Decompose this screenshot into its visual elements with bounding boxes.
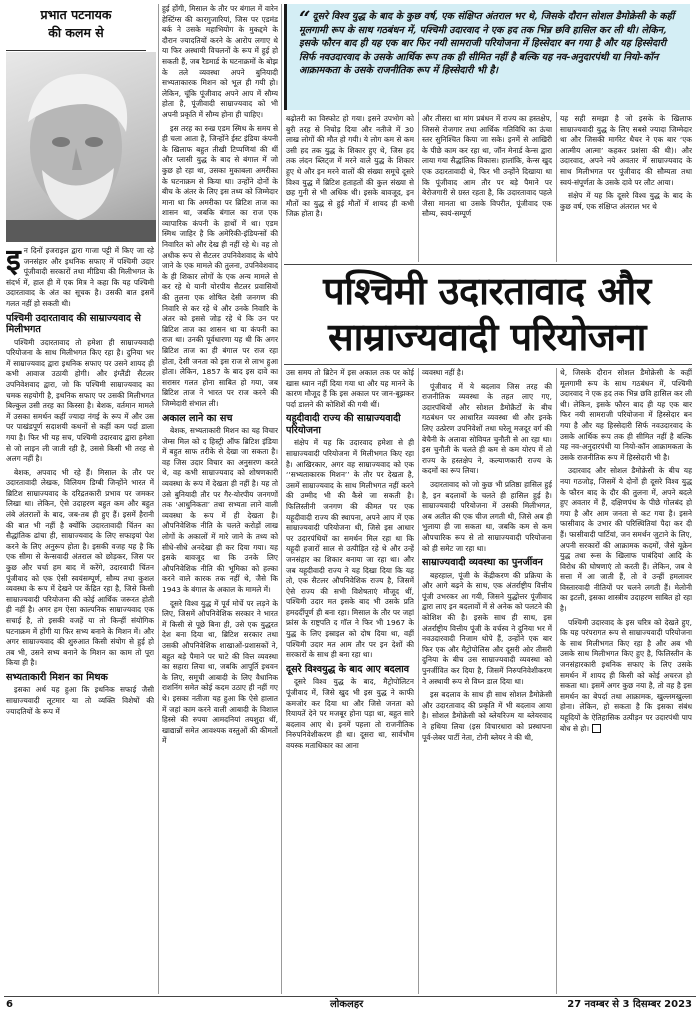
paragraph: इस तरह का रुख एडम स्मिथ के समय से ही चला आता है, जिन्होंने ईस्ट इंडिया कंपनी के खिलाफ बहुत तीखी टिप्पणियां की थीं और प्लासी युद्ध के बाद से बंगाल में जो कुछ हो रहा था, उसका मुकाबला अमरीका के घटनाक्रम से किया था। उन्होंने दोनों के बीच के अंतर के लिए इस तथ्य को जिम्मेदार माना था कि अमरीका पर ब्रिटिश ताज का शासन था, जबकि बंगाल का राज एक व्यापारिक कंपनी के हाथों में था। एडम स्मिथ जाहिर है कि अमेरिकी-इंडियन्सों की निवारित को और देख ही नहीं रहे थे। वह तो अधीक रूप से सैटलर उपनिवेशवाद के थोपे जाने के एक मामले की तुलना, उपनिवेशवाद के ही शिकार लोगों के एक अन्य मामले से कर रहे थे यानी योरपीय सैटलर प्रवासियों की तुलना एक शोषित देसी जनगण की निवारि से कर रहे थे और उनके निवारि के अंतर को इससे जोड़ रहे थे कि उन पर ब्रिटिश ताज का शासन था या कंपनी का राज था। उनकी पूर्वधारणा यह थी कि अगर ब्रिटिश ताज का ही बंगाल पर राज रहा होता, देसी जनता को इस राज से लाभ हुआ होता। लेकिन, 1857 के बाद इस दावे का सरासर गलत होना साबित हो गया, जब ब्रिटिश ताज ने भारत पर राज करने की जिम्मेदारी संभाल ली। <box>162 123 278 408</box>
closing-paragraph-text: पश्चिमी उदारवाद के इस चरित्र को देखते हुए, कि यह परंपरागत रूप से साम्राज्यवादी परियोजना के साथ मिलीभगत किए रहा है और अब भी उसके साथ मिलीभगत किए हुए है, फिलिस्तीन के जनसंहारकारी इथनिक सफाए के लिए उसके समर्थन में शायद ही किसी को कोई अचरज हो सकता था। इसमें अगर कुछ नया है, तो वह है इस समर्थन का बेपर्दा तथा आक्रामक, खुल्लमखुल्ला होना। लेकिन, हो सकता है कि इसका संबंध यहूदियों के ऐतिहासिक उत्पीड़न पर उदारपंथी पाप बोध से हो। <box>560 617 692 733</box>
headline-bottom-rule <box>284 364 692 365</box>
paragraph: संक्षेप में यह कि दूसरे विश्व युद्ध के बाद के कुछ वर्ष, एक संक्षिप्त अंतराल भर थे <box>560 191 692 211</box>
column-5-top <box>560 114 692 262</box>
paragraph: संक्षेप में यह कि उदारवाद हमेशा से ही साम्राज्यवादी परियोजना में मिलीभगत किए रहा है। आखिरकार, अगर वह साम्राज्यवाद को एक ‘‘सभ्यताकारक मिशन’’ के तौर पर देखता है, उसमें साम्राज्यवाद के साथ मिलीभगत नहीं करने की उम्मीद भी की कैसे जा सकती है। फिलिस्तीनी जनगण की कीमत पर एक यहूदीवादी राज्य की स्थापना, अपने आप में एक साम्राज्यवादी परियोजना थी, जिसे इस आधार पर उदारपंथियों का समर्थन मिल रहा था कि यहूदी हजारों साल से उत्पीड़ित रहे थे और उन्हें जनसंहार का शिकार बनाया जा रहा था। और जब यहूदीवादी राज्य ने यह दिखा दिया कि यह तो, एक सैटलर औपनिवेशिक राज्य है, जिसमें ऐसे राज्य की सभी विशेषताएं मौजूद थीं, पश्चिमी उदार मत इसके बाद भी उसके प्रति हमदर्दीपूर्ण ही बना रहा। मिसाल के तौर पर जहां फ्रांस के राष्ट्रपति द गॉल ने फिर भी 1967 के युद्ध के लिए इस्राइल को दोष दिया था, वहीं पश्चिमी उदार मत आम तौर पर इन देशों की सरकारों के साथ ही बना रहा था। <box>286 438 414 660</box>
intro-paragraph <box>6 246 154 310</box>
paragraph <box>560 618 692 735</box>
issue-date: 27 नवम्बर से 3 दिसम्बर 2023 <box>567 999 692 1010</box>
pull-quote <box>284 4 690 110</box>
byline <box>6 2 146 51</box>
subheading-4: यहूदीवादी राज्य की साम्राज्यवादी परियोजना <box>286 413 401 436</box>
column-divider <box>556 112 557 262</box>
subheading-6: साम्राज्यवादी व्यवस्था का पुनर्जीवन <box>422 557 543 569</box>
subheading-1: पश्चिमी उदारतावाद की साम्राज्यवाद से मिलीभगत <box>6 312 141 336</box>
headline-line-2: साम्राज्यवादी परियोजना <box>327 315 647 359</box>
paragraph: उदारवाद और सोशल डैमोक्रेसी के बीच यह नया गठजोड़, जिसमें ये दोनों ही दूसरे विश्व युद्ध के फौरन बाद के दौर की तुलना में, अपने बदले हुए अवतार में हैं, दक्षिणपंथ के पीछे गोलबंद हो गया है और आम जनता से कट गया है। इसने फासीवाद के उभार की परिस्थितियां पैदा कर दी हैं। फासीवादी पार्टियां, जन समर्थन जुटाने के लिए, अपनी सरकारों की आक्रामक कदमों, जैसे यूक्रेन युद्ध तथा रूस के खिलाफ पाबंदियां आदि के विरोध की घोषणाएं तो करती हैं। लेकिन, जब वे सत्ता में आ जाती हैं, तो वे उन्हीं हमलावर विस्तारवादी नीतियों पर चलने लगती हैं। मेलोनी का इटली, इसका शास्त्रीय उदाहरण साबित हो रहा है। <box>560 466 692 614</box>
portrait-illustration <box>6 52 156 242</box>
column-1 <box>6 246 154 994</box>
column-4-bottom <box>422 368 552 994</box>
column-4-top <box>422 114 552 262</box>
drop-cap: इ <box>6 246 21 278</box>
paragraph: थे, जिसके दौरान सोशल डैमोक्रेसी के कहीं मूलगामी रूप के साथ गठबंधन में, पश्चिमी उदारवाद ने एक हद तक भिन्न छवि हासिल कर ली थी। लेकिन, इसके फौरन बाद ही यह एक बार फिर नयी सामराजी परियोजना में हिस्सेदार बन गया है और यह हिस्सेदारी सिर्फ नवउदारवाद के उसके आर्थिक रूप तक ही सीमित नहीं है बल्कि यह नव-अनुदारपंथी या नियो-कॉन आक्रामकता के उसके राजनीतिक रूप में हिस्सेदारी भी है। <box>560 368 692 462</box>
paragraph: पूंजीवाद में ये बदलाव जिस तरह की राजनीतिक व्यवस्था के तहत लाए गए, उदारपंथियों और सोशल डैमोक्रैटों के बीच गठबंधन पर आधारित व्यवस्था थी और इनके लिए उत्प्रेरण उपनिवेशों तथा घरेलू मजदूर वर्ग की बेचैनी के अलावा सोवियत चुनौती से आ रहा था। इस चुनौती के चलते ही कम से कम योरप में तो राज्य के हस्तक्षेप ने, कल्याणकारी राज्य के कदमों का रूप लिया। <box>422 381 552 476</box>
page-footer <box>0 998 700 1013</box>
paragraph: दूसरे विश्व युद्ध में पूर्व मोर्चे पर लड़ने के लिए, जिसमें औपनिवेशिक सरकार ने भारत में किसी से पूछे बिना ही, उसे एक युद्धरत देश बना दिया था, ब्रिटिश सरकार तथा उसकी औपनिवेशिक शाखाओं-प्रशासकों ने, बहुत बड़े पैमाने पर घाटे की वित्त व्यवस्था का सहारा लिया था, जबकि आपूर्ति इथवन के लिए, समूची आबादी के लिए वैधानिक राशनिंग समेत कोई कदम उठाए ही नहीं गए थे। इसका नतीजा यह हुआ कि ऐसे हालात में जहां काम करने वाली आबादी के विशाल हिस्से की रुपया आमदनियां तयशुदा थीं, खाद्यान्नों समेत आवश्यक वस्तुओं की कीमतों में <box>162 598 278 746</box>
paragraph: बेशक, सभ्यताकारी मिशन का यह विचार जेम्स मिल को द हिस्ट्री ऑफ ब्रिटिश इंडिया में बहुत साफ तरीके से देखा जा सकता है। वह जिस उदार विचार का अनुसरण करते थे, वह कभी साम्राज्यवाद को शोषणकारी व्यवस्था के रूप में देखता ही नहीं है। यह तो उसे बुनियादी तौर पर गैर-योरपीय जनगणों तक ‘आधुनिकता’ तथा सभ्यता लाने वाली व्यवस्था के रूप में ही देखता है। औपनिवेशिक नीति के चलते करोड़ों लाख लोगों के अकालों में मारे जाने के तथ्य को सीधे-सीधे अनदेखा ही कर दिया गया। यह इसके बावजूद था कि उनके लिए औपनिवेशिक नीति की भूमिका को हल्का करने वाले कारक तक नहीं थे, जैसे कि 1943 के बंगाल के अकाल के मामले में। <box>162 426 278 594</box>
subheading-5: दूसरे विश्वयुद्ध के बाद आए बदलाव <box>286 663 410 675</box>
paragraph: और तीसरा था मांग प्रबंधन में राज्य का हस्तक्षेप, जिससे रोजगार तथा आर्थिक गतिविधि का ऊंचा स्तर सुनिश्चित किया जा सके। इनमें से आखिरी के पीछे काम कर रहा था, जॉन मेनार्ड केन्स द्वारा लाया गया सैद्धांतिक विकास। हालांकि, केन्स खुद एक उदारतावादी थे, फिर भी उन्होंने दिखाया था कि पूंजीवाद आम तौर पर बड़े पैमाने पर बेरोजगारी से ग्रस्त रहता है, कि उदारतावाद पहले जैसा मानता था उसके विपरीत, पूंजीवाद एक सौम्य, स्वयं-सम्पूर्ण <box>422 114 552 219</box>
column-divider <box>158 4 159 994</box>
pull-quote-text: दूसरे विश्व युद्ध के बाद के कुछ वर्ष, एक संक्षिप्त अंतराल भर थे, जिसके दौरान सोशल डैमोक्रेसी के कहीं मूलगामी रूप के साथ गठबंधन में, पश्चिमी उदारवाद ने एक हद तक भिन्न छवि हासिल कर ली थी। लेकिन, इसके फौरन बाद ही यह एक बार फिर नयी सामराजी परियोजना में हिस्सेदार बन गया है और यह हिस्सेदारी सिर्फ नवउदारवाद के उसके आर्थिक रूप तक ही सीमित नहीं है बल्कि यह नव-अनुदारपंथी या नियो-कॉन आक्रामकता के उसके राजनीतिक रूप में हिस्सेदारी भी है। <box>299 11 675 76</box>
paragraph: बढ़ोतरी का विस्फोट हो गया। इसने उपभोग को बुरी तरह से निचोड़ दिया और नतीजे में 30 लाख लोगों की मौत हो गयी। ये लोग कम से कम उसी हद तक युद्ध के शिकार हुए थे, जिस हद तक लंदन ब्लिट्ज में मरने वाले युद्ध के शिकार हुए थे और इन मरने वालों की संख्या समूचे दूसरे विश्व युद्ध में ब्रिटिश हताहतों की कुल संख्या से छह गुनी से भी अधिक थी। इसके बावजूद, इन मौतों का युद्ध से हुई मौतों में शायद ही कभी जिक्र होता है। <box>286 114 414 219</box>
paragraph: उदारतावाद को जो कुछ भी प्रतिष्ठा हासिल हुई है, इन बदलावों के चलते ही हासिल हुई है। साम्राज्यवादी परियोजना में उसकी मिलीभगत, अब अतीत की एक चीज लगती थी, जिसे अब ही भुलाया ही जा सकता था, जबकि कम से कम औपचारिक रूप से तो साम्राज्यवादी परियोजना को ही समेट जा रहा था। <box>422 479 552 553</box>
publication-name: लोकलहर <box>330 999 364 1010</box>
column-3-bottom <box>286 368 414 994</box>
column-2 <box>162 4 278 994</box>
intro-text: न दिनों इजराइल द्वारा गाजा पट्टी में किए जा रहे जनसंहार और इथनिक सफाए में पश्चिमी उदार पूंजीवादी सरकारों तथा मीडिया की मिलीभगत के संदर्भ में, हाल ही में एक मित्र ने कहा कि यह पश्चिमी उदारतावाद के अंत का सूचक है। उसकी बात इसमें गलत नहीं हो सकती थी। <box>6 246 154 308</box>
subheading-2: सभ्यताकारी मिशन का मिथक <box>6 671 108 683</box>
column-3-top <box>286 114 414 262</box>
byline-suffix: की कलम से <box>48 25 104 40</box>
column-divider <box>418 368 419 994</box>
paragraph: यह सही समझा है जो इसके के खिलाफ साम्राज्यवादी युद्ध के लिए सबसे ज्यादा जिम्मेदार था और जिसकी मार्गरेट थैचर ने एक बार ‘एक आत्मीय आत्मा’ कहकर प्रशंसा की थी)। और उदारवाद, अपने नये अवतार में साम्राज्यवाद के साथ मिलीभगत पर पूंजीवाद की सौम्यता तथा स्वयं-संपूर्णता के उसके दावे पर लौट आया। <box>560 114 692 187</box>
subheading-3: अकाल लाने का सच <box>162 412 233 424</box>
footer-rule <box>4 996 696 997</box>
paragraph: पश्चिमी उदारतावाद तो हमेशा ही साम्राज्यवादी परियोजना के साथ मिलीभगत किए रहा है। दुनिया भर में साम्राज्यवाद द्वारा इथनिक सफाए पर उसने शायद ही कभी आवाज उठायी होगी। और इंग्लैंडी सैटलर उपनिवेशवाद द्वारा, जो कि पश्चिमी साम्राज्यवाद का चमक सहयोगी है, इथनिक सफाए पर उसकी मिलीभगत बिल्कुल उसी तरह का किस्सा है। बेशक, वर्तमान मामले में उसका समर्थन कहीं ज्यादा नंगई के रूप में और उस पर पाखंडपूर्ण सदाशयी कथनों से कहीं कम पर्दा डाला गया है। फिर भी यह सच, पश्चिमी उदारवाद द्वारा हमेशा से जो लाइन ली जाती रही है, उससे किसी भी तरह से अलग नहीं है। <box>6 337 154 464</box>
column-5-bottom <box>560 368 692 994</box>
paragraph: इसका अर्थ यह हुआ कि इथनिक सफाई जैसी साम्राज्यवादी लूटमार या तो व्यक्ति विशेषों की ज्यादतियों के रूप में <box>6 685 154 716</box>
page-number: 6 <box>6 999 13 1010</box>
paragraph: बेशक, अपवाद भी रहे हैं। मिसाल के तौर पर उदारतावादी लेखक, विलियम डिग्बी जिन्होंने भारत में ब्रिटिश साम्राज्यवाद के दरिद्रतकारी प्रभाव पर जमकर लिखा था। लेकिन, ऐसे उदाहरण बहुत कम और बहुत लंबे अंतरालों के बाद, जब-तब ही हुए हैं। इसमें हैरानी की बात भी नहीं है क्योंकि उदारतावादी चिंतन का सैद्धांतिक ढांचा ही, साम्राज्यवाद के लिए सफाइयां पेश करने के लिए अनुरूप होता है। इसकी वजह यह है कि एक सीमा से केन्सवादी अंतराल को छोड़कर, जिस पर कुछ और चर्चा हम बाद में करेंगे, उदारवादी चिंतन पूंजीवाद को एक ऐसी स्वयंसम्पूर्ण, सौम्य तथा कुशल व्यवस्था के रूप में देखने पर केंद्रित रहा है, जिसे किसी साम्राज्यवादी परियोजना की कोई आर्थिक जरूरत होती ही नहीं है। अगर हम ऐसा काल्पनिक साम्राज्यवाद एक सचाई है, तो इसकी वजहें या तो किन्हीं संयोगिक घटनाक्रम में होंगी या फिर सभ्य बनाने के मिशन में। और अगर साम्राज्यवाद की शुरुआत किसी संयोग से हुई हो तब भी, उसने सभ्य बनाने के मिशन का काम तो पूरा किया ही है। <box>6 467 154 668</box>
paragraph: बहरहाल, पूंजी के केंद्रीकरण की प्रक्रिया के और आगे बढ़ने के साथ, एक अंतर्राष्ट्रीय वित्तीय पूंजी उभरकर आ गयी, जिसने युद्धोत्तर पूंजीवाद द्वारा लाए इन बदलावों में से अनेक को पलटने की कोशिश की है। इसके साथ ही साथ, इस अंतर्राष्ट्रीय वित्तीय पूंजी के वर्चस्व ने दुनिया भर में नवउदारवादी निजाम थोपे हैं, उन्होंने एक बार फिर एक और मैट्रोपोलिस और दूसरी ओर तीसरी दुनिया के बीच उस साम्राज्यवादी व्यवस्था को पुनर्जीवित कर दिया है, जिसमें निरुपनिवेशीकरण ने अस्थायी रूप से विघ्न डाल दिया था। <box>422 570 552 686</box>
paragraph: इस बदलाव के साथ ही साथ सोशल डैमोक्रेसी और उदारतावाद की प्रकृति में भी बदलाव आया है। सोशल डैमोक्रेसी को ब्लेयरिज्म या ब्लेयरवाद ने हथिया लिया (इस विचारधारा को प्रस्थापना पूर्व-लेबर पार्टी नेता, टोनी ब्लेयर ने की थी, <box>422 690 552 742</box>
end-of-article-icon <box>592 724 601 733</box>
quote-mark-icon: “ <box>299 6 311 30</box>
column-divider <box>418 112 419 262</box>
paragraph: हुई होंगी, मिसाल के तौर पर बंगाल में वारेन हेस्टिंग्स की कारगुजारियां, जिस पर एडमंड बर्क ने उसके महाभियोग के मुकद्दमे के दौरान ज्यादतियों करने के आरोप लगाए थे या फिर अस्थायी विचलनों के रूप में हुई हो सकती हैं, जब रैडमार्ड के घटनाक्रमों के बोझ के तले व्यवस्था अपने बुनियादी सभ्यताकारक मिशन को भूल ही गयी हो। लेकिन, चूंकि पूंजीवाद अपने आप में सौम्य होता है, पूंजीवादी साम्राज्यवाद को भी अपनी प्रकृति में सौम्य होना ही चाहिए। <box>162 4 278 119</box>
headline-line-1: पश्चिमी उदारतावाद और <box>323 269 651 313</box>
author-photo <box>6 52 156 242</box>
paragraph: दूसरे विश्व युद्ध के बाद, मैट्रोपोलिटन पूंजीवाद में, जिसे खुद भी इस युद्ध ने काफी कमजोर कर दिया था और जिसे जनता को रियायतें देने पर मजबूर होना पड़ा था, बहुत सारे बदलाव आए थे। इनमें पहला तो राजनीतिक निरुपनिवेशीकरण ही था। दूसरा था, सार्वभौम वयस्क मताधिकार का आना <box>286 677 414 750</box>
author-name: प्रभात पटनायक <box>40 7 112 22</box>
column-divider <box>556 368 557 994</box>
paragraph: उस समय तो ब्रिटेन में इस अकाल तक पर कोई खास ध्यान नहीं दिया गया था और यह मानने के कारण मौजूद हैं कि इस अकाल पर जान-बूझकर पर्दा डालने की कोशिशें की गयी थीं। <box>286 368 414 409</box>
column-divider <box>281 4 282 994</box>
paragraph: व्यवस्था नहीं है। <box>422 368 464 377</box>
article-headline <box>284 268 690 360</box>
headline-top-rule <box>284 264 692 265</box>
